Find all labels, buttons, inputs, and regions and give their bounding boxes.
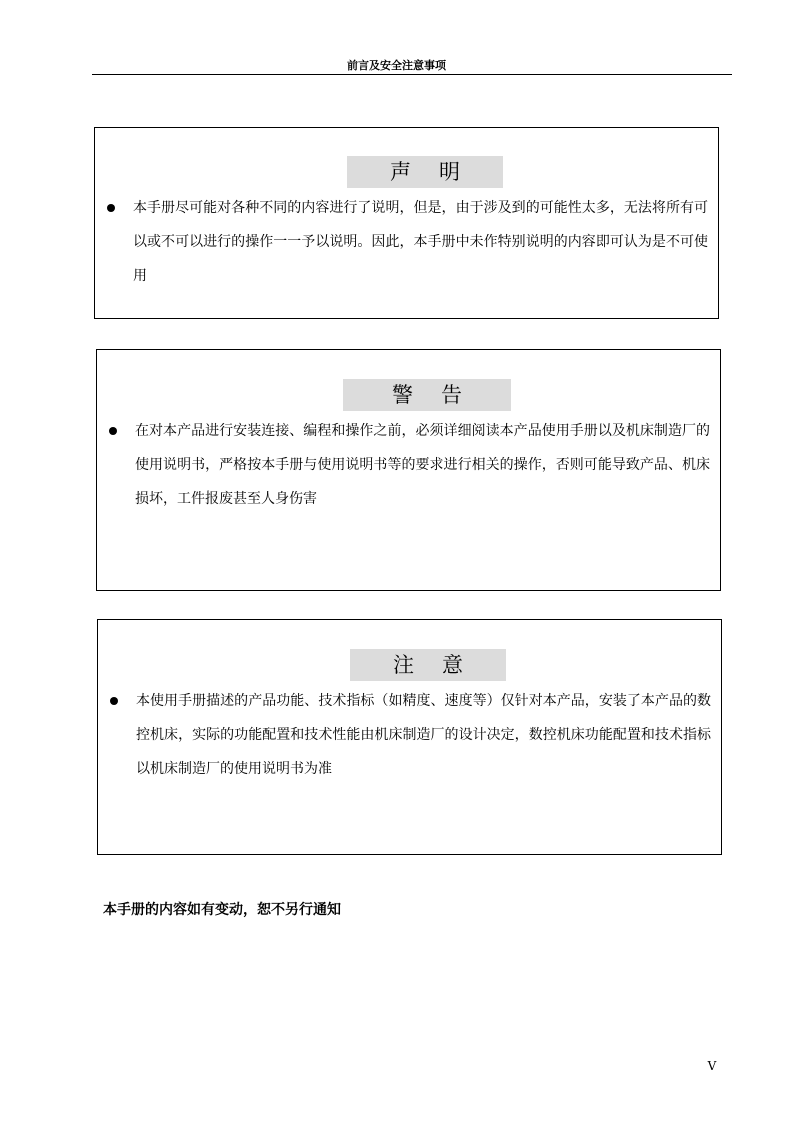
warning-title: 警告 (343, 379, 511, 411)
warning-text: 在对本产品进行安装连接、编程和操作之前，必须详细阅读本产品使用手册以及机床制造厂的使用说明书，严格按本手册与使用说明书等的要求进行相关的操作，否则可能导致产品、机床损坏，工件报废甚至人身伤害 (135, 423, 710, 507)
running-header: 前言及安全注意事项 (347, 59, 446, 72)
statement-box (94, 127, 719, 319)
warning-box (96, 349, 721, 591)
caution-text: 本使用手册描述的产品功能、技术指标（如精度、速度等）仅针对本产品，安装了本产品的数控机床，实际的功能配置和技术性能由机床制造厂的设计决定，数控机床功能配置和技术指标以机床制造厂的使用说明书为准 (136, 693, 711, 777)
change-notice: 本手册的内容如有变动，恕不另行通知 (103, 902, 341, 918)
statement-title: 声明 (347, 156, 503, 188)
bullet-icon (110, 697, 118, 705)
bullet-icon (109, 427, 117, 435)
page-number: V (707, 1059, 717, 1073)
header-rule (92, 74, 732, 75)
statement-text: 本手册尽可能对各种不同的内容进行了说明，但是，由于涉及到的可能性太多，无法将所有可以或不可以进行的操作一一予以说明。因此，本手册中未作特别说明的内容即可认为是不可使用 (133, 200, 708, 284)
bullet-icon (107, 204, 115, 212)
caution-box (97, 619, 722, 855)
caution-title: 注意 (350, 649, 506, 681)
